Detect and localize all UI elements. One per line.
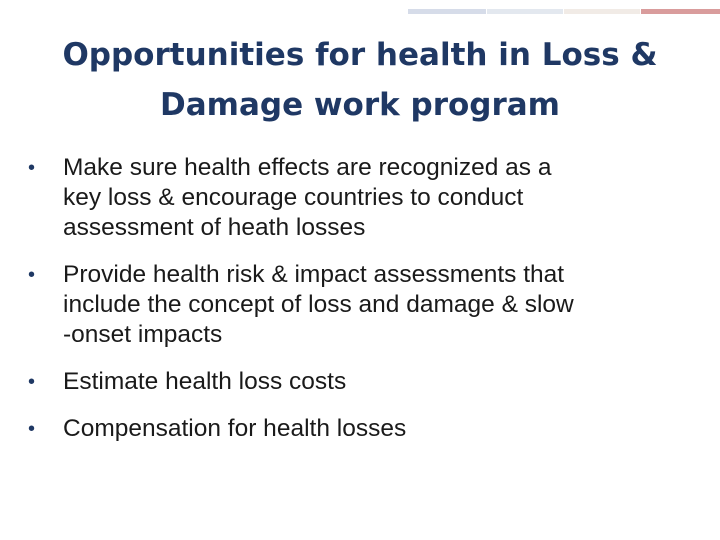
bullet-dot-icon: • <box>28 157 36 179</box>
bullet-dot-icon: • <box>28 264 36 286</box>
bullet-item <box>28 367 700 397</box>
slide-title <box>20 30 700 130</box>
bullet-text-line: include the concept of loss and damage & slow <box>63 291 574 318</box>
accent-bar-1 <box>408 9 486 14</box>
bullet-text-line: key loss & encourage countries to conduct <box>63 184 524 211</box>
bullet-text-line: Provide health risk & impact assessments that <box>63 261 565 288</box>
bullet-text-line: assessment of heath losses <box>63 214 366 241</box>
bullet-item <box>28 153 700 243</box>
bullet-item <box>28 414 700 444</box>
bullet-list <box>28 153 700 444</box>
bullet-dot-icon: • <box>28 371 36 393</box>
bullet-text-line: Make sure health effects are recognized as a <box>63 154 552 181</box>
bullet-text-line: Estimate health loss costs <box>63 368 347 395</box>
slide-title-line-2: Damage work program <box>160 87 560 123</box>
bullet-item <box>28 260 700 350</box>
accent-bar-4 <box>641 9 720 14</box>
bullet-text-line: Compensation for health losses <box>63 415 407 442</box>
accent-bar-3 <box>564 9 640 14</box>
bullet-dot-icon: • <box>28 418 36 440</box>
bullet-text-line: -onset impacts <box>63 321 223 348</box>
slide-title-line-1: Opportunities for health in Loss & <box>62 37 658 73</box>
accent-bar-2 <box>487 9 563 14</box>
